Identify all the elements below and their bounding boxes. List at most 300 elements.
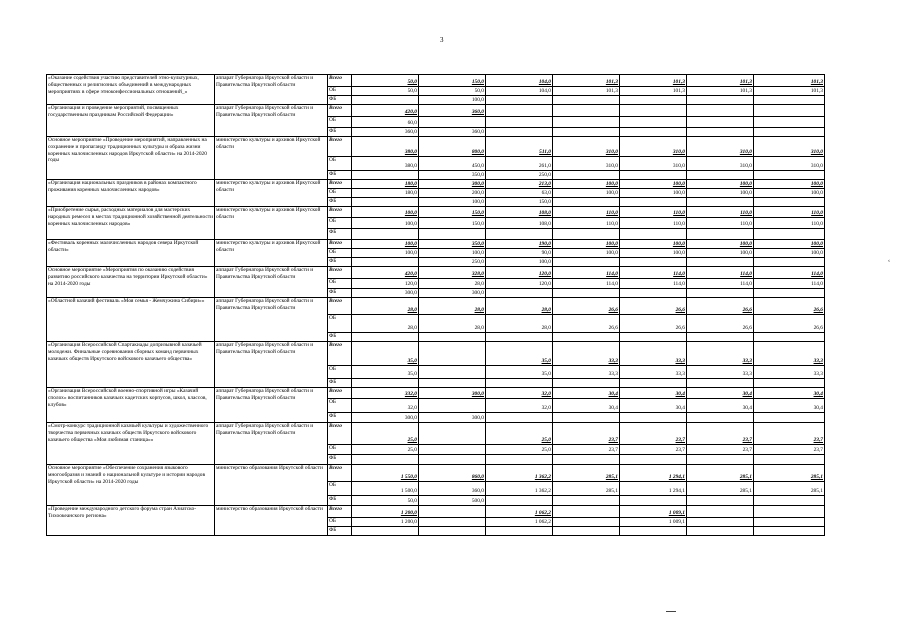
amount-cell [754, 128, 825, 137]
funding-source: ФБ [328, 333, 352, 342]
funding-source: ОБ [328, 315, 352, 333]
funding-source: Всего [328, 240, 352, 249]
amount-cell [486, 413, 553, 423]
funding-source: Всего [328, 180, 352, 189]
amount-cell: 420,0 [352, 267, 419, 279]
amount-cell [419, 399, 486, 413]
table-row [47, 423, 825, 445]
table-row [47, 75, 825, 87]
amount-cell [754, 413, 825, 423]
amount-cell: 33,3 [687, 366, 754, 379]
amount-cell [352, 379, 419, 388]
table-row [47, 298, 825, 315]
amount-cell: 33,3 [553, 366, 620, 379]
amount-cell: 28,0 [419, 315, 486, 333]
amount-cell: 100,0 [620, 180, 687, 189]
table-row [47, 388, 825, 399]
amount-cell: 100,0 [687, 240, 754, 249]
amount-cell [486, 105, 553, 117]
activity-description: «Смотр-конкурс традиционной казачьей культуры и художественного творчества первичных казачьих обществ Иркутского войскового казачьего общества «Моя любимая станица»» [47, 423, 215, 465]
amount-cell [754, 518, 825, 527]
amount-cell [419, 117, 486, 128]
amount-cell: 110,0 [687, 207, 754, 218]
amount-cell: 350,0 [419, 171, 486, 180]
amount-cell: 120,0 [486, 279, 553, 289]
funding-source: ОБ [328, 445, 352, 455]
amount-cell [620, 527, 687, 536]
amount-cell: 23,7 [553, 445, 620, 455]
activity-description: «Приобретение сырья, расходных материалов для мастерских народных ремесел в местах традиционной хозяйственной деятельности коренных малочисленных народов» [47, 207, 215, 240]
amount-cell: 100,0 [419, 249, 486, 258]
amount-cell: 150,0 [419, 207, 486, 218]
amount-cell: 300,0 [419, 289, 486, 298]
amount-cell: 28,0 [486, 298, 553, 315]
amount-cell: 32,0 [486, 399, 553, 413]
amount-cell [553, 333, 620, 342]
amount-cell: 450,0 [419, 157, 486, 171]
activity-description: «Фестиваль коренных малочисленных народов севера Иркутской области» [47, 240, 215, 267]
amount-cell: 33,3 [553, 342, 620, 366]
amount-cell: 310,0 [687, 157, 754, 171]
funding-source: Всего [328, 298, 352, 315]
amount-cell: 104,0 [486, 75, 553, 87]
amount-cell: 360,0 [419, 105, 486, 117]
amount-cell [486, 527, 553, 536]
amount-cell: 285,1 [687, 482, 754, 496]
page-number: 3 [440, 36, 444, 44]
amount-cell: 32,0 [352, 399, 419, 413]
amount-cell [620, 379, 687, 388]
amount-cell: 33,3 [687, 342, 754, 366]
amount-cell: 100,0 [352, 218, 419, 229]
amount-cell [553, 96, 620, 105]
amount-cell [486, 96, 553, 105]
amount-cell: 50,0 [419, 87, 486, 96]
amount-cell: 25,0 [486, 445, 553, 455]
amount-cell: 23,7 [553, 423, 620, 445]
amount-cell [419, 229, 486, 240]
amount-cell [553, 455, 620, 465]
amount-cell [620, 289, 687, 298]
amount-cell: 104,0 [486, 87, 553, 96]
amount-cell [553, 117, 620, 128]
funding-source: Всего [328, 75, 352, 87]
amount-cell [687, 455, 754, 465]
amount-cell: 285,1 [754, 465, 825, 482]
amount-cell: 23,7 [620, 423, 687, 445]
funding-source: ОБ [328, 157, 352, 171]
amount-cell: 28,0 [419, 279, 486, 289]
amount-cell: 285,1 [687, 465, 754, 482]
amount-cell [486, 128, 553, 137]
amount-cell [754, 289, 825, 298]
amount-cell [620, 117, 687, 128]
amount-cell: 310,0 [620, 137, 687, 157]
amount-cell: 213,0 [486, 180, 553, 189]
responsible-executor: министерство культуры и архивов Иркутской области [215, 180, 328, 207]
amount-cell: 1 294,1 [620, 482, 687, 496]
amount-cell [687, 527, 754, 536]
responsible-executor: аппарат Губернатора Иркутской области и Правительства Иркутской области [215, 75, 328, 105]
amount-cell: 60,0 [352, 117, 419, 128]
amount-cell [687, 379, 754, 388]
responsible-executor: аппарат Губернатора Иркутской области и Правительства Иркутской области [215, 423, 328, 465]
amount-cell: 100,0 [620, 189, 687, 198]
amount-cell: 350,0 [419, 240, 486, 249]
funding-source: ФБ [328, 379, 352, 388]
amount-cell [687, 171, 754, 180]
amount-cell [486, 455, 553, 465]
amount-cell: 114,0 [687, 279, 754, 289]
amount-cell: 110,0 [754, 218, 825, 229]
amount-cell [486, 379, 553, 388]
amount-cell: 300,0 [352, 413, 419, 423]
amount-cell: 23,7 [620, 445, 687, 455]
funding-source: ОБ [328, 518, 352, 527]
amount-cell: 332,0 [352, 388, 419, 399]
funding-source: Всего [328, 465, 352, 482]
table-row [47, 342, 825, 366]
amount-cell [553, 289, 620, 298]
amount-cell: 30,4 [754, 399, 825, 413]
amount-cell: 310,0 [553, 157, 620, 171]
amount-cell: 261,0 [486, 157, 553, 171]
amount-cell: 100,0 [754, 180, 825, 189]
amount-cell: 50,0 [352, 496, 419, 506]
amount-cell [687, 229, 754, 240]
amount-cell [754, 171, 825, 180]
amount-cell [553, 105, 620, 117]
amount-cell: 108,0 [486, 207, 553, 218]
amount-cell [553, 258, 620, 267]
amount-cell [687, 128, 754, 137]
amount-cell [419, 423, 486, 445]
table-row [47, 105, 825, 117]
funding-source: ОБ [328, 279, 352, 289]
amount-cell [419, 366, 486, 379]
amount-cell [754, 496, 825, 506]
funding-source: ФБ [328, 258, 352, 267]
amount-cell: 500,0 [419, 496, 486, 506]
funding-source: ОБ [328, 399, 352, 413]
activity-description: Основное мероприятие «Проведение мероприятий, направленных на сохранение и пропаганду традиционных культуры и образа жизни коренных малочисленных народов Иркутской области» на 2014-2020 годы [47, 137, 215, 180]
funding-source: ФБ [328, 229, 352, 240]
responsible-executor: аппарат Губернатора Иркутской области и Правительства Иркутской области [215, 267, 328, 298]
amount-cell: 30,4 [620, 388, 687, 399]
amount-cell: 26,6 [620, 315, 687, 333]
amount-cell [352, 527, 419, 536]
funding-source: ФБ [328, 128, 352, 137]
amount-cell: 100,0 [754, 249, 825, 258]
amount-cell [553, 128, 620, 137]
responsible-executor: аппарат Губернатора Иркутской области и Правительства Иркутской области [215, 105, 328, 137]
amount-cell: 25,0 [486, 423, 553, 445]
amount-cell [754, 229, 825, 240]
amount-cell [419, 506, 486, 518]
amount-cell: 100,0 [687, 249, 754, 258]
amount-cell: 26,6 [687, 298, 754, 315]
amount-cell: 110,0 [553, 207, 620, 218]
amount-cell: 1 550,0 [352, 465, 419, 482]
amount-cell: 420,0 [352, 105, 419, 117]
amount-cell: 1 062,2 [486, 506, 553, 518]
amount-cell: 285,1 [553, 465, 620, 482]
amount-cell [620, 128, 687, 137]
amount-cell [754, 96, 825, 105]
amount-cell: 114,0 [754, 279, 825, 289]
amount-cell [553, 171, 620, 180]
table-row [47, 207, 825, 218]
amount-cell: 1 200,0 [352, 518, 419, 527]
amount-cell: 28,0 [486, 315, 553, 333]
amount-cell: 101,3 [620, 75, 687, 87]
amount-cell [687, 105, 754, 117]
amount-cell: 63,0 [486, 189, 553, 198]
funding-source: ФБ [328, 455, 352, 465]
amount-cell [352, 258, 419, 267]
activity-description: Основное мероприятие «Мероприятия по оказанию содействия развитию российского казачества на территории Иркутской области» на 2014-2020 годы [47, 267, 215, 298]
responsible-executor: аппарат Губернатора Иркутской области и Правительства Иркутской области [215, 298, 328, 342]
amount-cell: 110,0 [620, 218, 687, 229]
amount-cell: 101,3 [553, 75, 620, 87]
amount-cell: 100,0 [352, 240, 419, 249]
funding-source: ФБ [328, 171, 352, 180]
amount-cell: 300,0 [419, 388, 486, 399]
amount-cell: 50,0 [352, 75, 419, 87]
amount-cell: 114,0 [553, 279, 620, 289]
amount-cell: 800,0 [419, 137, 486, 157]
amount-cell: 110,0 [553, 218, 620, 229]
funding-source: Всего [328, 207, 352, 218]
amount-cell: 110,0 [620, 207, 687, 218]
amount-cell: 23,7 [754, 445, 825, 455]
amount-cell [486, 333, 553, 342]
amount-cell: 360,0 [419, 128, 486, 137]
amount-cell [754, 527, 825, 536]
amount-cell: 30,4 [687, 388, 754, 399]
amount-cell: 380,0 [352, 157, 419, 171]
amount-cell: 100,0 [754, 240, 825, 249]
amount-cell: 110,0 [687, 218, 754, 229]
funding-source: Всего [328, 105, 352, 117]
activity-description: «Организация и проведение мероприятий, посвященных государственным праздникам Российской Федерации» [47, 105, 215, 137]
amount-cell [553, 496, 620, 506]
amount-cell: 23,7 [687, 445, 754, 455]
amount-cell: 50,0 [352, 87, 419, 96]
amount-cell [419, 518, 486, 527]
amount-cell: 35,0 [486, 342, 553, 366]
amount-cell: 200,0 [419, 189, 486, 198]
amount-cell [352, 455, 419, 465]
amount-cell [352, 171, 419, 180]
amount-cell [687, 518, 754, 527]
amount-cell: 23,7 [754, 423, 825, 445]
amount-cell [620, 198, 687, 207]
amount-cell: 26,6 [754, 315, 825, 333]
table-row [47, 267, 825, 279]
activity-description: «Проведение международного детского форума стран Азиатско-Тихоокеанского региона» [47, 506, 215, 536]
amount-cell: 360,0 [419, 482, 486, 496]
amount-cell [553, 198, 620, 207]
amount-cell: 328,0 [419, 267, 486, 279]
amount-cell [687, 506, 754, 518]
amount-cell [620, 496, 687, 506]
amount-cell: 100,0 [687, 180, 754, 189]
amount-cell: 33,3 [620, 342, 687, 366]
funding-source: ОБ [328, 366, 352, 379]
amount-cell: 180,0 [352, 189, 419, 198]
amount-cell: 180,0 [352, 180, 419, 189]
amount-cell: 100,0 [620, 249, 687, 258]
amount-cell: 101,3 [553, 87, 620, 96]
amount-cell: 32,0 [486, 388, 553, 399]
amount-cell: 110,0 [754, 207, 825, 218]
amount-cell [620, 333, 687, 342]
amount-cell: 285,1 [553, 482, 620, 496]
amount-cell [687, 96, 754, 105]
amount-cell [687, 496, 754, 506]
table-row [47, 180, 825, 189]
amount-cell [486, 496, 553, 506]
amount-cell: 250,0 [486, 171, 553, 180]
amount-cell: 35,0 [352, 366, 419, 379]
amount-cell: 100,0 [553, 180, 620, 189]
amount-cell [754, 105, 825, 117]
amount-cell: 310,0 [754, 137, 825, 157]
amount-cell [352, 198, 419, 207]
amount-cell: 100,0 [553, 249, 620, 258]
amount-cell [687, 198, 754, 207]
amount-cell: 250,0 [419, 258, 486, 267]
activity-description: «Организация национальных праздников в районах компактного проживания коренных малочисленных народов» [47, 180, 215, 207]
amount-cell: 30,4 [754, 388, 825, 399]
amount-cell: 30,4 [553, 399, 620, 413]
amount-cell: 100,0 [754, 189, 825, 198]
table-row [47, 240, 825, 249]
amount-cell [754, 117, 825, 128]
amount-cell [687, 289, 754, 298]
amount-cell [419, 445, 486, 455]
amount-cell [419, 527, 486, 536]
amount-cell: 28,0 [352, 315, 419, 333]
amount-cell: 100,0 [687, 189, 754, 198]
amount-cell: 28,0 [352, 298, 419, 315]
amount-cell [352, 229, 419, 240]
amount-cell: 120,0 [352, 279, 419, 289]
amount-cell [419, 342, 486, 366]
amount-cell: 380,0 [352, 137, 419, 157]
amount-cell: 100,0 [486, 258, 553, 267]
responsible-executor: министерство образования Иркутской области [215, 465, 328, 506]
funding-source: ОБ [328, 482, 352, 496]
activity-description: «Организация Всероссийской военно-спортивной игры «Казачий сполох» воспитанников казачьих кадетских корпусов, школ, классов, клубов» [47, 388, 215, 423]
amount-cell [754, 506, 825, 518]
amount-cell: 100,0 [620, 240, 687, 249]
funding-source: ФБ [328, 413, 352, 423]
amount-cell: 114,0 [620, 267, 687, 279]
amount-cell: 120,0 [486, 267, 553, 279]
funding-source: ФБ [328, 289, 352, 298]
amount-cell: 26,6 [553, 298, 620, 315]
funding-source: ОБ [328, 87, 352, 96]
amount-cell: 114,0 [687, 267, 754, 279]
amount-cell: 100,0 [352, 249, 419, 258]
amount-cell: 114,0 [620, 279, 687, 289]
amount-cell: 100,0 [553, 189, 620, 198]
activity-description: «Областной казачий фестиваль «Моя семья - Жемчужина Сибири»» [47, 298, 215, 342]
amount-cell: 190,0 [486, 240, 553, 249]
activity-description: «Оказание содействия участию представителей этно-культурных, общественных и религиозных объединений в международных мероприятиях в сфере этноконфессиональных отношений_» [47, 75, 215, 105]
amount-cell: 300,0 [419, 413, 486, 423]
amount-cell: 310,0 [620, 157, 687, 171]
amount-cell: 101,3 [754, 87, 825, 96]
funding-source: ОБ [328, 218, 352, 229]
amount-cell [553, 229, 620, 240]
funding-source: Всего [328, 267, 352, 279]
amount-cell [620, 96, 687, 105]
amount-cell: 23,7 [687, 423, 754, 445]
amount-cell: 35,0 [352, 342, 419, 366]
amount-cell: 101,3 [754, 75, 825, 87]
amount-cell: 100,0 [553, 240, 620, 249]
amount-cell [486, 117, 553, 128]
amount-cell: 26,6 [754, 298, 825, 315]
funding-source: Всего [328, 506, 352, 518]
amount-cell: 100,0 [419, 198, 486, 207]
amount-cell [754, 258, 825, 267]
table-row [47, 506, 825, 518]
table-row [47, 137, 825, 157]
amount-cell [419, 333, 486, 342]
amount-cell [687, 333, 754, 342]
activity-description: «Организация Всероссийской Спартакиады допризывной казачьей молодежи. Финальные соревнования сборных команд первичных казачьих обществ Иркутского войскового казачьего общества» [47, 342, 215, 388]
responsible-executor: министерство культуры и архивов Иркутской области [215, 240, 328, 267]
scan-artifact [666, 611, 676, 612]
amount-cell: 26,6 [687, 315, 754, 333]
amount-cell [553, 413, 620, 423]
amount-cell: 30,4 [553, 388, 620, 399]
amount-cell: 30,4 [620, 399, 687, 413]
amount-cell: 1 294,1 [620, 465, 687, 482]
amount-cell: 35,0 [486, 366, 553, 379]
amount-cell: 25,0 [352, 423, 419, 445]
amount-cell [754, 333, 825, 342]
amount-cell [553, 506, 620, 518]
amount-cell: 101,3 [620, 87, 687, 96]
amount-cell: 150,0 [419, 75, 486, 87]
amount-cell [687, 258, 754, 267]
amount-cell [419, 455, 486, 465]
amount-cell: 1 500,0 [352, 482, 419, 496]
activity-description: Основное мероприятие «Обеспечение сохранения языкового многообразия и знаний о национальной культуре и истории народов Иркутской области» на 2014-2020 годы [47, 465, 215, 506]
budget-table [46, 74, 825, 536]
amount-cell: 101,3 [687, 75, 754, 87]
amount-cell [486, 229, 553, 240]
amount-cell: 300,0 [352, 289, 419, 298]
funding-source: ФБ [328, 96, 352, 105]
responsible-executor: министерство образования Иркутской области [215, 506, 328, 536]
amount-cell: 26,6 [553, 315, 620, 333]
funding-source: ОБ [328, 117, 352, 128]
funding-source: Всего [328, 388, 352, 399]
amount-cell: 101,3 [687, 87, 754, 96]
funding-source: ФБ [328, 527, 352, 536]
amount-cell: 25,0 [352, 445, 419, 455]
funding-source: Всего [328, 137, 352, 157]
funding-source: ОБ [328, 189, 352, 198]
amount-cell: 150,0 [486, 198, 553, 207]
amount-cell: 33,3 [754, 366, 825, 379]
